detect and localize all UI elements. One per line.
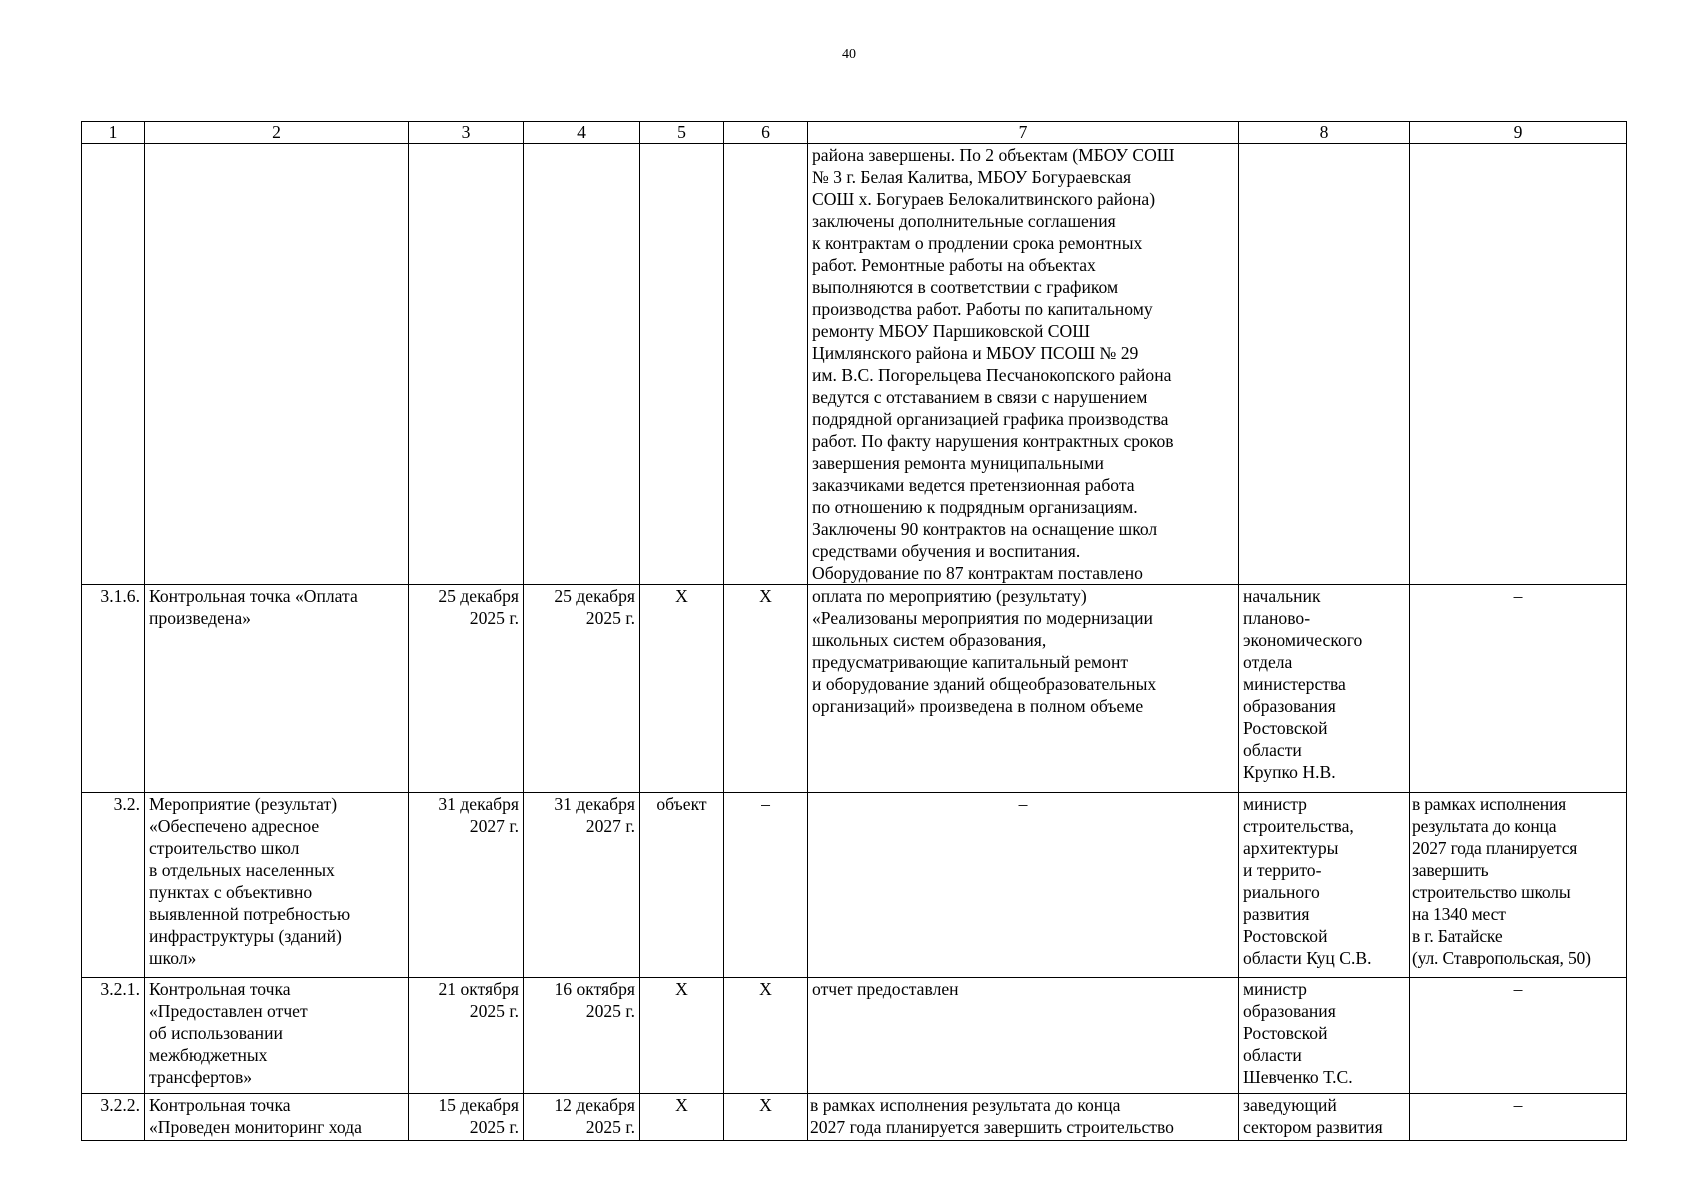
cell-status: в рамках исполнения результата до конца 2027 года планируется завершить строительство [808,1094,1239,1141]
cell-unit: Х [640,978,724,1094]
cell-status: оплата по мероприятию (результату) «Реализованы мероприятия по модернизации школьных систем образования, предусматривающие капитальный ремонт и оборудование зданий общеобразовательных организаций» произведена в полном объеме [808,585,1239,793]
header-row [82,122,1627,144]
cell-name: Мероприятие (результат) «Обеспечено адресное строительство школ в отдельных населенных пунктах с объективно выявленной потребностью инфраструктуры (зданий) школ» [145,793,409,978]
page-number: 40 [842,47,856,62]
table-row [82,978,1627,1094]
cell-name [145,144,409,585]
cell-note: в рамках исполнения результата до конца 2027 года планируется завершить строительство школы на 1340 мест в г. Батайске (ул. Ставропольская, 50) [1410,793,1627,978]
cell-unit [640,144,724,585]
cell-responsible: заведующий сектором развития [1239,1094,1410,1141]
cell-plan-date: 21 октября 2025 г. [409,978,524,1094]
col-header-7: 7 [808,122,1239,144]
col-header-5: 5 [640,122,724,144]
cell-note [1410,144,1627,585]
cell-responsible: министр образования Ростовской области Шевченко Т.С. [1239,978,1410,1094]
cell-plan-date: 25 декабря 2025 г. [409,585,524,793]
cell-note: – [1410,978,1627,1094]
cell-number [82,144,145,585]
cell-status: отчет предоставлен [808,978,1239,1094]
cell-number: 3.2.1. [82,978,145,1094]
cell-note: – [1410,1094,1627,1141]
col-header-9: 9 [1410,122,1627,144]
cell-number: 3.2. [82,793,145,978]
cell-plan-date [409,144,524,585]
cell-value: Х [724,1094,808,1141]
cell-fact-date: 25 декабря 2025 г. [524,585,640,793]
cell-value: Х [724,978,808,1094]
cell-responsible: министр строительства, архитектуры и террито- риального развития Ростовской области Куц С.В. [1239,793,1410,978]
cell-unit: Х [640,1094,724,1141]
cell-plan-date: 15 декабря 2025 г. [409,1094,524,1141]
col-header-4: 4 [524,122,640,144]
cell-fact-date: 16 октября 2025 г. [524,978,640,1094]
cell-value: Х [724,585,808,793]
cell-responsible [1239,144,1410,585]
cell-name: Контрольная точка «Проведен мониторинг хода [145,1094,409,1141]
col-header-1: 1 [82,122,145,144]
table-row [82,585,1627,793]
cell-responsible: начальник планово- экономического отдела министерства образования Ростовской области Крупко Н.В. [1239,585,1410,793]
cell-value: – [724,793,808,978]
cell-fact-date [524,144,640,585]
cell-status: района завершены. По 2 объектам (МБОУ СОШ № 3 г. Белая Калитва, МБОУ Богураевская СОШ х. Богураев Белокалитвинского района) заключены дополнительные соглашения к контрактам о продлении срока ремонтных работ. Ремонтные работы на объектах выполняются в соответствии с графиком производства работ. Работы по капитальному ремонту МБОУ Паршиковской СОШ Цимлянского района и МБОУ ПСОШ № 29 им. В.С. Погорельцева Песчанокопского района ведутся с отставанием в связи с нарушением подрядной организацией графика производства работ. По факту нарушения контрактных сроков завершения ремонта муниципальными заказчиками ведется претензионная работа по отношению к подрядным организациям. Заключены 90 контрактов на оснащение школ средствами обучения и воспитания. Оборудование по 87 контрактам поставлено [808,144,1239,585]
cell-plan-date: 31 декабря 2027 г. [409,793,524,978]
cell-fact-date: 12 декабря 2025 г. [524,1094,640,1141]
cell-unit: Х [640,585,724,793]
col-header-8: 8 [1239,122,1410,144]
cell-name: Контрольная точка «Оплата произведена» [145,585,409,793]
col-header-6: 6 [724,122,808,144]
cell-fact-date: 31 декабря 2027 г. [524,793,640,978]
col-header-3: 3 [409,122,524,144]
cell-number: 3.1.6. [82,585,145,793]
report-table [81,121,1627,1141]
cell-status: – [808,793,1239,978]
table-row [82,144,1627,585]
cell-name: Контрольная точка «Предоставлен отчет об использовании межбюджетных трансфертов» [145,978,409,1094]
cell-unit: объект [640,793,724,978]
cell-value [724,144,808,585]
cell-note: – [1410,585,1627,793]
table-row [82,793,1627,978]
table-row [82,1094,1627,1141]
col-header-2: 2 [145,122,409,144]
cell-number: 3.2.2. [82,1094,145,1141]
